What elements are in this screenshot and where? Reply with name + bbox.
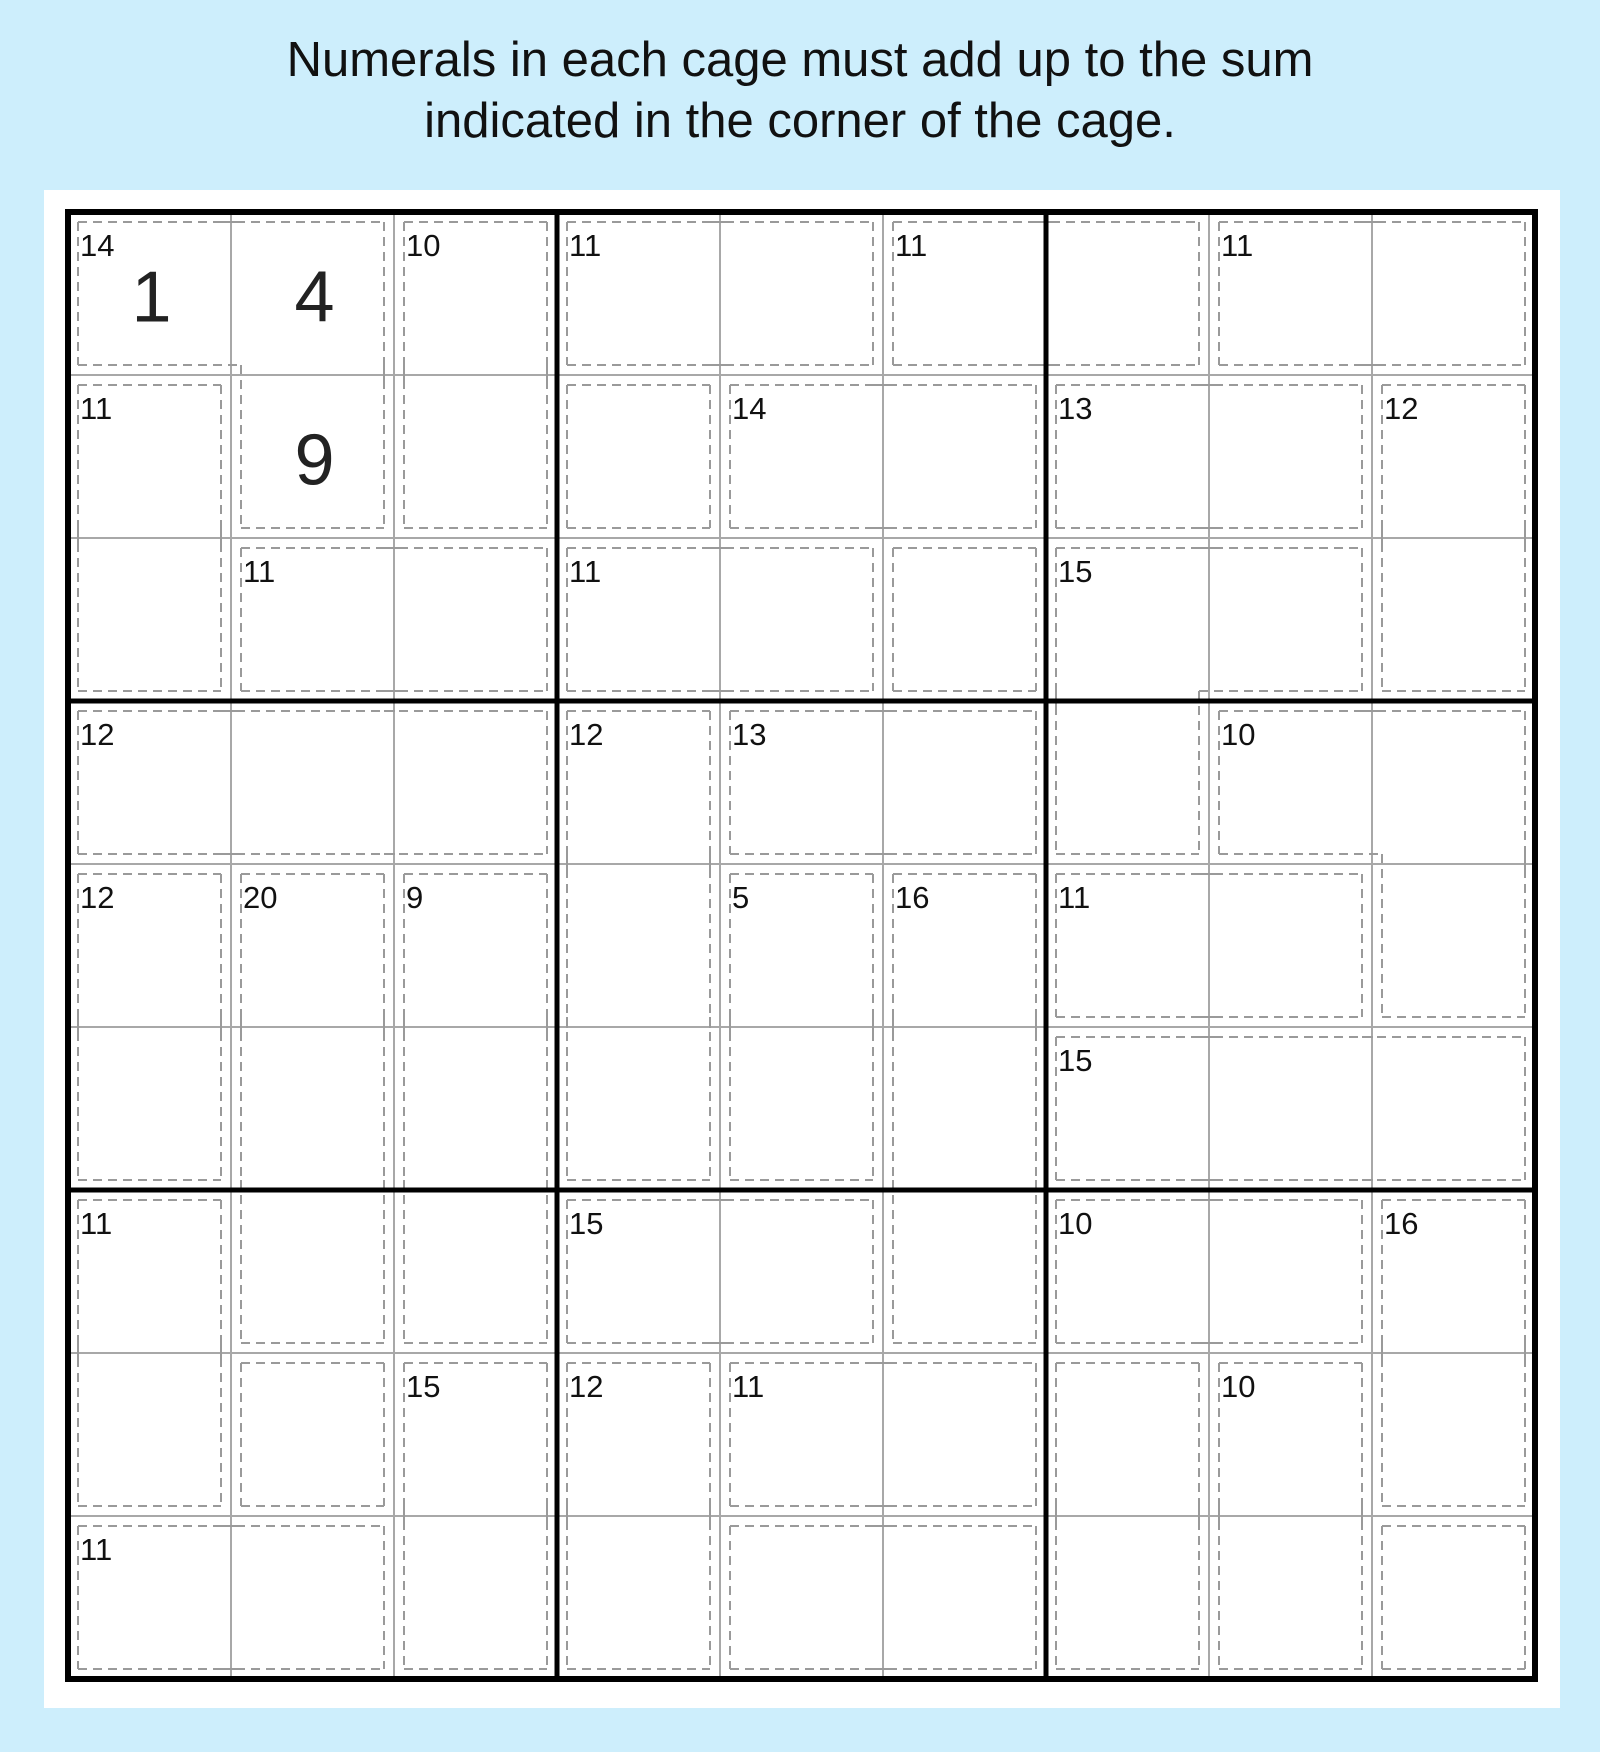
cage-sum: 11 xyxy=(80,1532,113,1567)
cell-r6c8[interactable] xyxy=(1209,1027,1372,1190)
cell-r1c7[interactable] xyxy=(1046,212,1209,375)
cell-r7c8[interactable] xyxy=(1209,1190,1372,1353)
cage-sum: 14 xyxy=(80,228,115,263)
given-digit: 9 xyxy=(294,420,335,501)
cell-r5c9[interactable] xyxy=(1372,864,1535,1027)
cage-sum: 16 xyxy=(1384,1206,1419,1241)
cage-sum: 10 xyxy=(1221,1369,1256,1404)
cell-r3c8[interactable] xyxy=(1209,538,1372,701)
cage-sum: 10 xyxy=(1221,717,1256,752)
board-panel xyxy=(44,190,1560,1708)
cell-r9c9[interactable] xyxy=(1372,1516,1535,1679)
cell-r8c9[interactable] xyxy=(1372,1353,1535,1516)
cell-r4c3[interactable] xyxy=(394,701,557,864)
cell-r6c9[interactable] xyxy=(1372,1027,1535,1190)
cage-sum: 9 xyxy=(406,880,424,915)
cage-sum: 12 xyxy=(569,717,604,752)
cell-r4c2[interactable] xyxy=(231,701,394,864)
cage-sum: 15 xyxy=(569,1206,604,1241)
cage-sum: 11 xyxy=(569,228,602,263)
cell-r3c9[interactable] xyxy=(1372,538,1535,701)
cage-sum: 5 xyxy=(732,880,750,915)
cage-sum: 12 xyxy=(80,880,115,915)
cell-r9c3[interactable] xyxy=(394,1516,557,1679)
cage-sum: 20 xyxy=(243,880,278,915)
cell-r6c1[interactable] xyxy=(68,1027,231,1190)
cage-sum: 11 xyxy=(80,391,113,426)
cell-r2c6[interactable] xyxy=(883,375,1046,538)
cell-r9c4[interactable] xyxy=(557,1516,720,1679)
cell-r8c7[interactable] xyxy=(1046,1353,1209,1516)
cell-r9c5[interactable] xyxy=(720,1516,883,1679)
cell-r2c3[interactable] xyxy=(394,375,557,538)
cell-r3c5[interactable] xyxy=(720,538,883,701)
cage-sum: 14 xyxy=(732,391,767,426)
cell-r6c4[interactable] xyxy=(557,1027,720,1190)
cage-sum: 13 xyxy=(732,717,767,752)
cage-sum: 12 xyxy=(1384,391,1419,426)
cell-r7c3[interactable] xyxy=(394,1190,557,1353)
cage-sum: 15 xyxy=(406,1369,441,1404)
instructions xyxy=(0,30,1600,152)
cage-sum: 10 xyxy=(1058,1206,1093,1241)
cell-r2c8[interactable] xyxy=(1209,375,1372,538)
killer-sudoku-grid[interactable] xyxy=(44,190,1560,1708)
instructions-line-1: Numerals in each cage must add up to the sum xyxy=(286,33,1314,87)
cell-r1c9[interactable] xyxy=(1372,212,1535,375)
cage-sum: 11 xyxy=(895,228,928,263)
cell-r3c3[interactable] xyxy=(394,538,557,701)
cell-r1c5[interactable] xyxy=(720,212,883,375)
cell-r4c7[interactable] xyxy=(1046,701,1209,864)
cell-r6c2[interactable] xyxy=(231,1027,394,1190)
cage-sum: 12 xyxy=(80,717,115,752)
cell-r7c2[interactable] xyxy=(231,1190,394,1353)
given-digit: 4 xyxy=(294,257,335,338)
cell-r4c6[interactable] xyxy=(883,701,1046,864)
cage-sum: 10 xyxy=(406,228,441,263)
cage-sum: 11 xyxy=(1221,228,1254,263)
cage-sum: 11 xyxy=(732,1369,765,1404)
cage-sum: 16 xyxy=(895,880,930,915)
cage-sum: 11 xyxy=(569,554,602,589)
cell-r9c7[interactable] xyxy=(1046,1516,1209,1679)
cells xyxy=(68,212,1535,1679)
cell-r2c4[interactable] xyxy=(557,375,720,538)
given-digit: 1 xyxy=(131,257,172,338)
cell-r6c5[interactable] xyxy=(720,1027,883,1190)
cell-r5c4[interactable] xyxy=(557,864,720,1027)
cell-r5c8[interactable] xyxy=(1209,864,1372,1027)
cell-r9c6[interactable] xyxy=(883,1516,1046,1679)
cell-r9c2[interactable] xyxy=(231,1516,394,1679)
cage-sum: 15 xyxy=(1058,1043,1093,1078)
cell-r6c6[interactable] xyxy=(883,1027,1046,1190)
cell-r8c2[interactable] xyxy=(231,1353,394,1516)
cage-sum: 11 xyxy=(243,554,276,589)
cell-r7c6[interactable] xyxy=(883,1190,1046,1353)
cell-r3c1[interactable] xyxy=(68,538,231,701)
cage-sum: 15 xyxy=(1058,554,1093,589)
cell-r4c9[interactable] xyxy=(1372,701,1535,864)
cell-r8c6[interactable] xyxy=(883,1353,1046,1516)
cell-r8c1[interactable] xyxy=(68,1353,231,1516)
instructions-line-2: indicated in the corner of the cage. xyxy=(424,94,1176,148)
cage-sum: 11 xyxy=(80,1206,113,1241)
cage-sum: 12 xyxy=(569,1369,604,1404)
cage-sum: 11 xyxy=(1058,880,1091,915)
cell-r6c3[interactable] xyxy=(394,1027,557,1190)
cage-sum: 13 xyxy=(1058,391,1093,426)
cell-r9c8[interactable] xyxy=(1209,1516,1372,1679)
cell-r3c6[interactable] xyxy=(883,538,1046,701)
cell-r7c5[interactable] xyxy=(720,1190,883,1353)
